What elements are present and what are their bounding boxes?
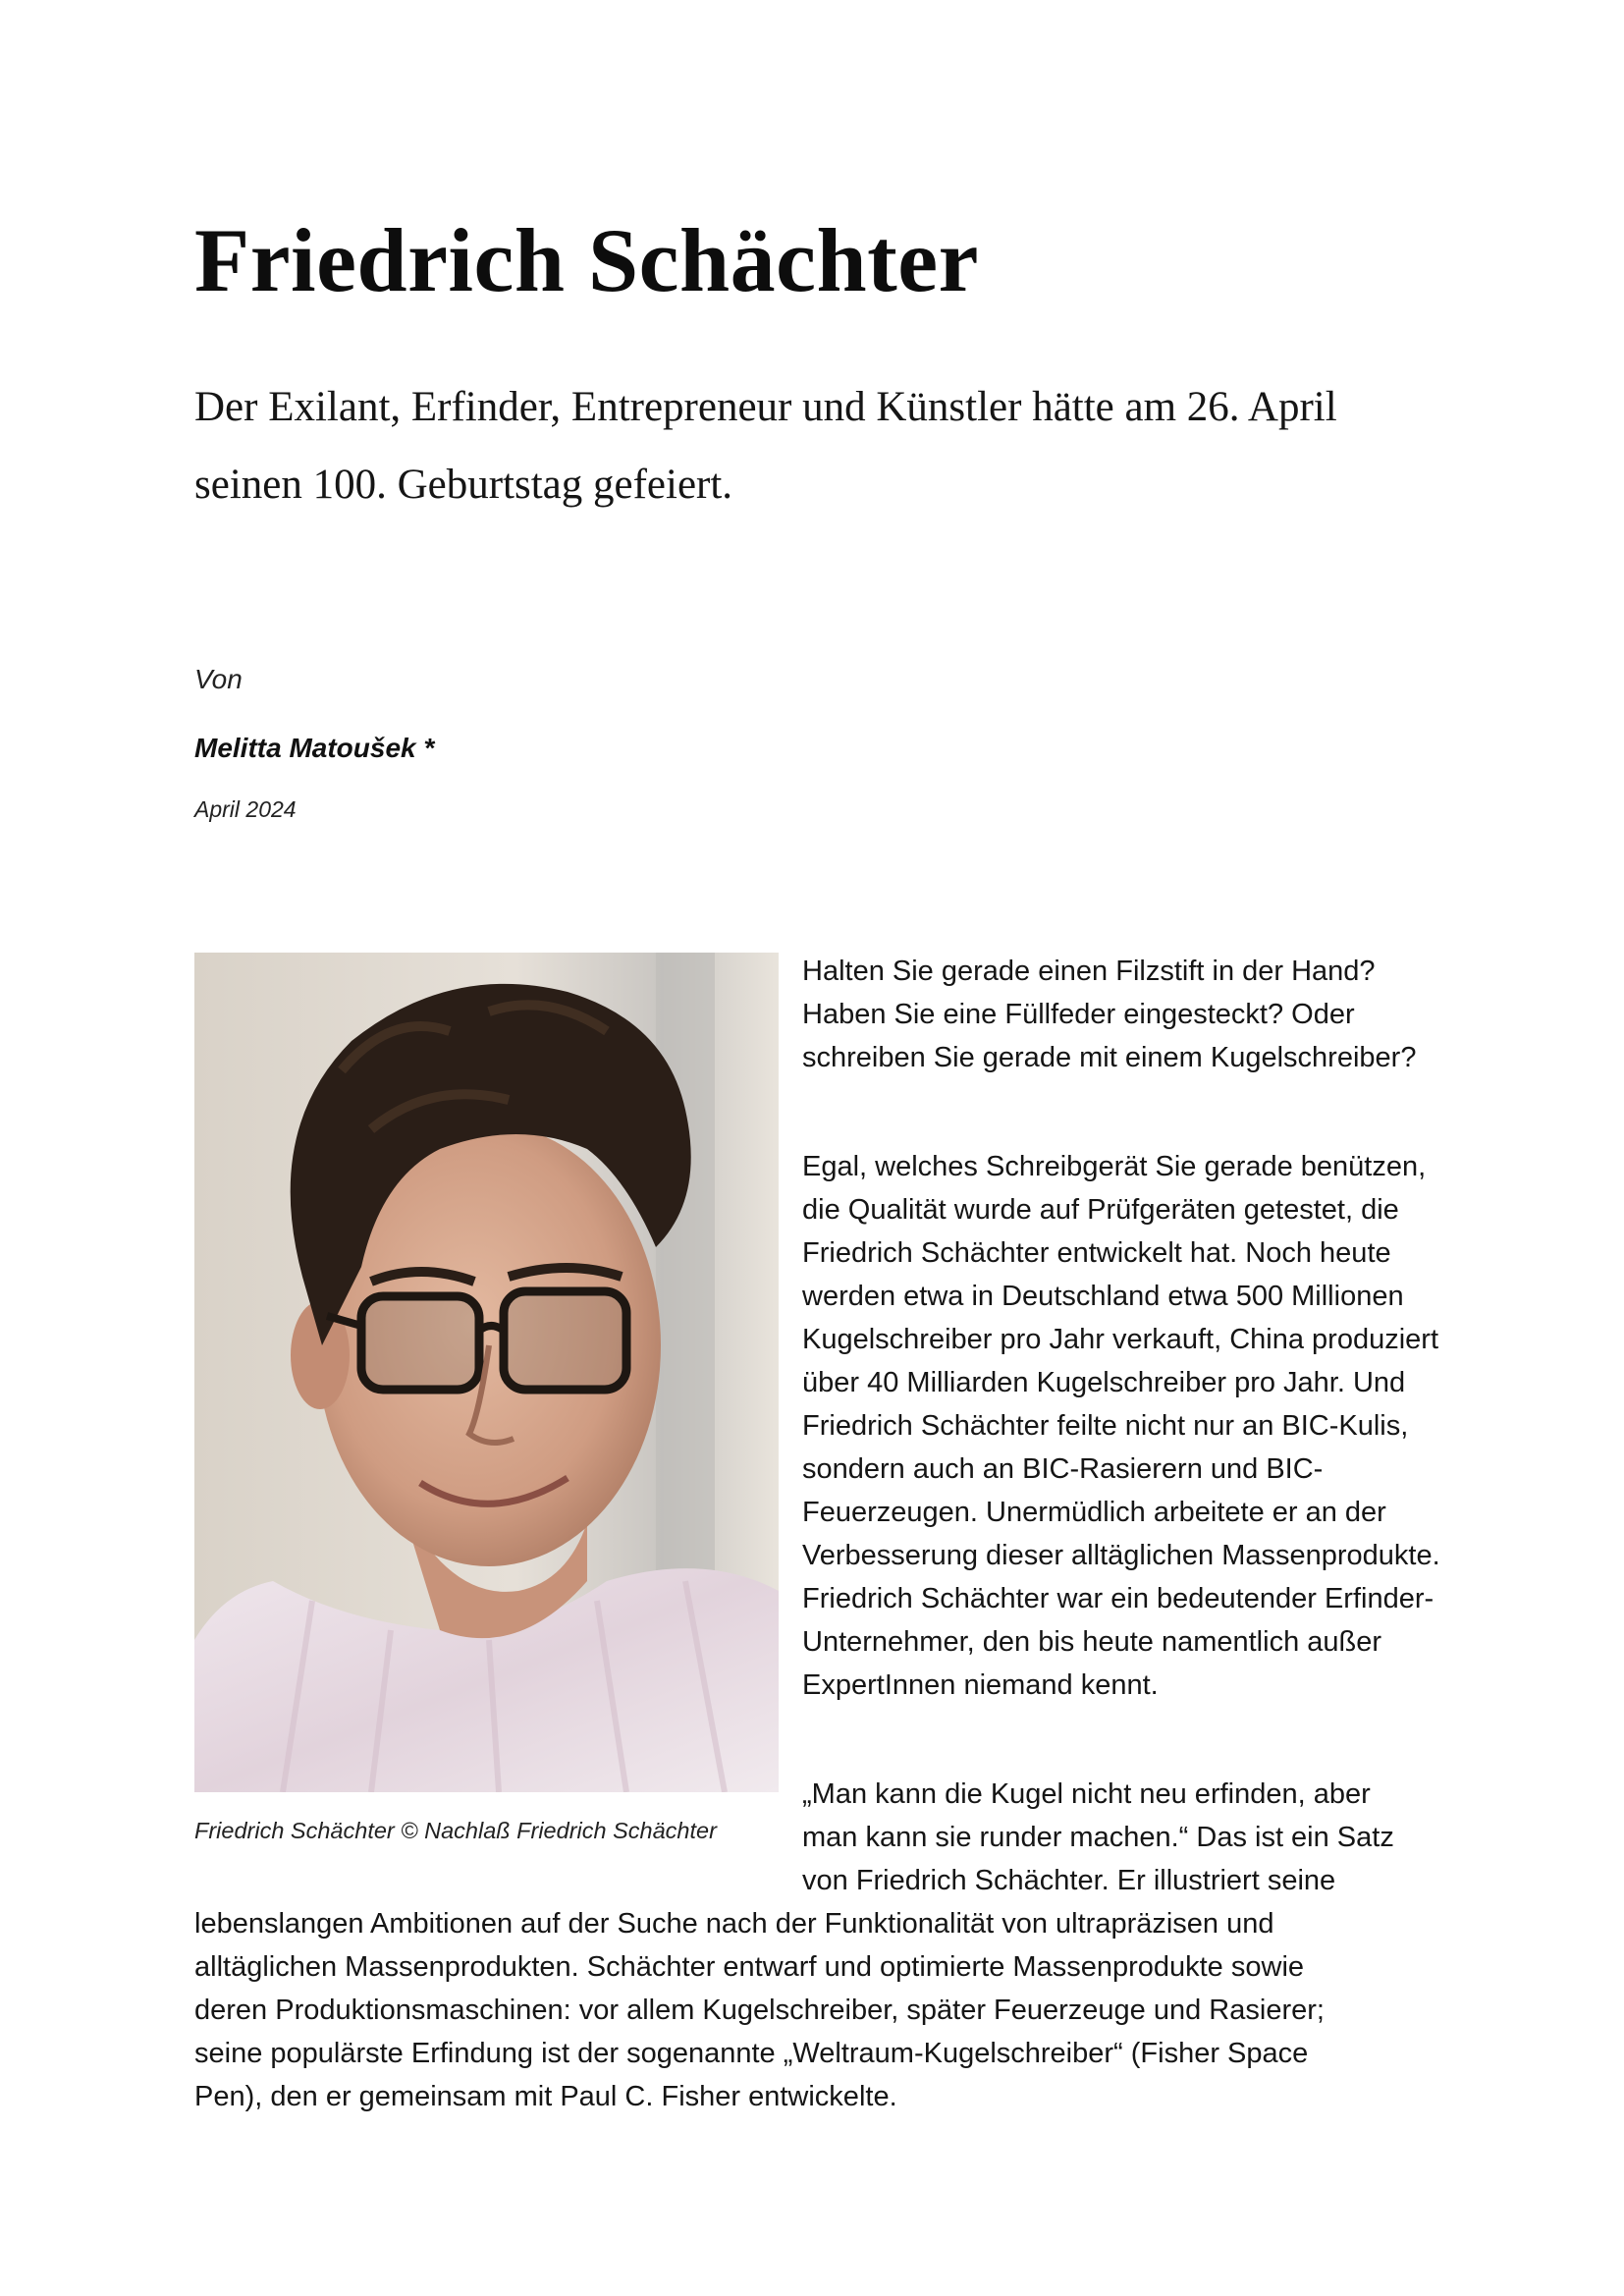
paragraph-1: Halten Sie gerade einen Filzstift in der Hand? Haben Sie eine Füllfeder eingesteckt? Oder schreiben Sie gerade mit einem Kugelschreiber? xyxy=(802,956,1417,1073)
paragraph-3-line-6: deren Produktionsmaschinen: vor allem Kugelschreiber, später Feuerzeuge und Rasierer; xyxy=(194,1995,1325,2026)
paragraph-3-line-7: seine populärste Erfindung ist der sogenannte „Weltraum-Kugelschreiber“ (Fisher Space xyxy=(194,2038,1309,2069)
paragraph-3-line-3: von Friedrich Schächter. Er illustriert seine xyxy=(802,1865,1336,1896)
paragraph-3-line-1: „Man kann die Kugel nicht neu erfinden, aber xyxy=(802,1778,1371,1810)
portrait-illustration xyxy=(194,953,779,1792)
photo-caption: Friedrich Schächter © Nachlaß Friedrich Schächter xyxy=(194,1818,717,1843)
byline-date: April 2024 xyxy=(194,796,297,822)
byline-von: Von xyxy=(194,664,243,694)
paragraph-2: Egal, welches Schreibgerät Sie gerade benützen, die Qualität wurde auf Prüfgeräten getestet, die Friedrich Schächter entwickelt hat. Noch heute werden etwa in Deutschland etwa 500 Millionen Kugelschreiber pro Jahr verkauft, China produziert über 40 Milliarden Kugelschreiber pro Jahr. Und Friedrich Schächter feilte nicht nur an BIC-Kulis, sondern auch an BIC-Rasierern und BIC-Feuerzeugen. Unermüdlich arbeitete er an der Verbesserung dieser alltäglichen Massenprodukte. Friedrich Schächter war ein bedeutender Erfinder-Unternehmer, den bis heute namentlich außer ExpertInnen niemand kennt. xyxy=(802,1151,1440,1701)
paragraph-3-line-8: Pen), den er gemeinsam mit Paul C. Fisher entwickelte. xyxy=(194,2081,897,2112)
paragraph-3-line-5: alltäglichen Massenprodukten. Schächter entwarf und optimierte Massenprodukte sowie xyxy=(194,1951,1305,1983)
article-subtitle: Der Exilant, Erfinder, Entrepreneur und Künstler hätte am 26. April seinen 100. Geburtstag gefeiert. xyxy=(194,384,1337,508)
article-title: Friedrich Schächter xyxy=(194,210,979,310)
paragraph-3-line-4: lebenslangen Ambitionen auf der Suche nach der Funktionalität von ultrapräzisen und xyxy=(194,1908,1274,1940)
byline-author: Melitta Matoušek * xyxy=(194,733,435,763)
portrait-photo xyxy=(194,953,779,1792)
paragraph-3-line-2: man kann sie runder machen.“ Das ist ein Satz xyxy=(802,1822,1394,1853)
